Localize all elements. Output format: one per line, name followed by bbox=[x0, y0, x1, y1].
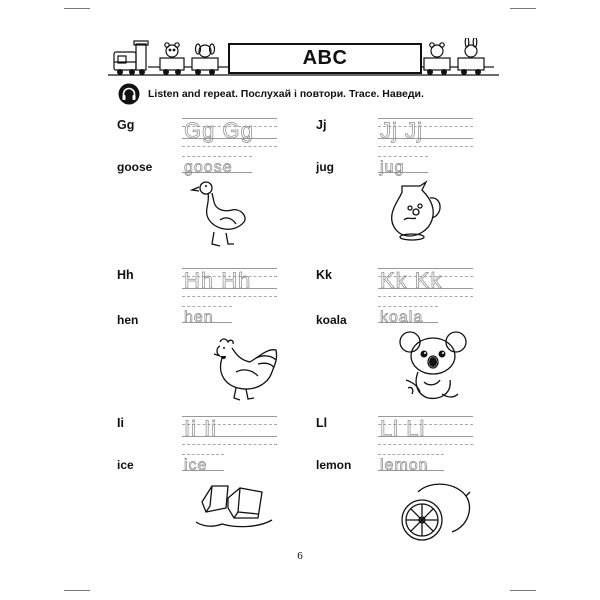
letter-pair-l: Ll bbox=[316, 416, 328, 430]
headphones-icon bbox=[118, 83, 140, 105]
tracing-lines-word-jug[interactable] bbox=[378, 152, 428, 176]
crop-mark bbox=[64, 590, 90, 591]
trace-word-koala: koala bbox=[380, 309, 424, 326]
crop-mark bbox=[510, 8, 536, 9]
tracing-lines-word-hen[interactable] bbox=[182, 302, 232, 326]
word-lemon: lemon bbox=[316, 458, 352, 472]
page-number: 6 bbox=[297, 550, 303, 562]
lemon-picture bbox=[396, 478, 474, 544]
word-goose: goose bbox=[117, 160, 153, 174]
word-koala: koala bbox=[316, 313, 347, 327]
trace-letters-j: Jj Jj bbox=[380, 118, 423, 143]
trace-letters-k: Kk Kk bbox=[380, 268, 443, 293]
tracing-lines-letter-i[interactable] bbox=[182, 416, 277, 440]
word-hen: hen bbox=[117, 313, 139, 327]
tracing-lines-letter-g[interactable] bbox=[182, 118, 277, 142]
tracing-lines-letter-j[interactable] bbox=[378, 118, 473, 142]
hen-picture bbox=[206, 336, 282, 404]
letter-pair-g: Gg bbox=[117, 118, 135, 132]
word-ice: ice bbox=[117, 458, 134, 472]
instruction-text: Listen and repeat. Послухай і повтори. Trace. Наведи. bbox=[148, 88, 424, 100]
koala-picture bbox=[398, 328, 468, 404]
tracing-lines-letter-k[interactable] bbox=[378, 268, 473, 292]
crop-mark bbox=[510, 590, 536, 591]
tracing-lines-word-goose[interactable] bbox=[182, 152, 252, 176]
trace-letters-h: Hh Hh bbox=[184, 268, 252, 293]
trace-letters-g: Gg Gg bbox=[184, 118, 254, 143]
tracing-lines-letter-l[interactable] bbox=[378, 416, 473, 440]
jug-picture bbox=[392, 182, 440, 240]
letter-pair-j: Jj bbox=[316, 118, 327, 132]
ice-picture bbox=[192, 478, 276, 530]
trace-word-ice: ice bbox=[184, 457, 208, 474]
tracing-lines-word-ice[interactable] bbox=[182, 450, 224, 474]
tracing-lines-letter-h[interactable] bbox=[182, 268, 277, 292]
letter-pair-k: Kk bbox=[316, 268, 332, 282]
trace-word-goose: goose bbox=[184, 159, 233, 176]
letter-pair-i: Ii bbox=[117, 416, 124, 430]
trace-word-jug: jug bbox=[380, 159, 405, 176]
trace-word-lemon: lemon bbox=[380, 457, 429, 474]
page-title: ABC bbox=[228, 43, 422, 74]
trace-letters-i: Ii Ii bbox=[184, 416, 218, 441]
trace-word-hen: hen bbox=[184, 309, 214, 326]
trace-letters-l: Ll Ll bbox=[380, 416, 426, 441]
letter-pair-h: Hh bbox=[117, 268, 134, 282]
tracing-lines-word-lemon[interactable] bbox=[378, 450, 444, 474]
word-jug: jug bbox=[316, 160, 334, 174]
tracing-lines-word-koala[interactable] bbox=[378, 302, 438, 326]
goose-picture bbox=[190, 178, 250, 250]
crop-mark bbox=[64, 8, 90, 9]
instruction-row bbox=[118, 82, 424, 106]
